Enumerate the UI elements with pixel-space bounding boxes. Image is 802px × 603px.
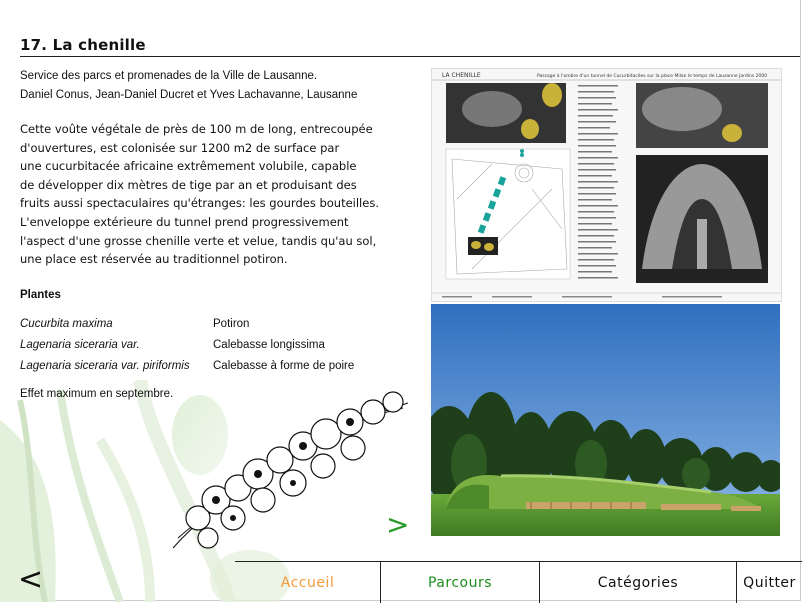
page-title: 17. La chenille (20, 36, 800, 57)
plant-row (20, 339, 420, 360)
plant-latin-name: Lagenaria siceraria var. piriformis (20, 360, 190, 372)
description-line: L'enveloppe extérieure du tunnel prend progressivement (20, 214, 349, 229)
tunnel-landscape-drawing (431, 304, 780, 536)
description-line: l'aspect d'une grosse chenille verte et velue, tandis qu'au sol, (20, 233, 377, 248)
plant-common-name: Calebasse à forme de poire (213, 360, 355, 372)
next-page-arrow[interactable]: > (386, 508, 410, 541)
plant-list (20, 318, 420, 381)
plant-latin-name: Cucurbita maxima (20, 318, 113, 330)
description-line: une cucurbitacée africaine extrêmement volubile, capable (20, 159, 357, 174)
back-arrow[interactable]: < (18, 562, 44, 597)
description-line: Cette voûte végétale de près de 100 m de long, entrecoupée (20, 122, 373, 136)
nav-accueil[interactable]: Accueil (280, 574, 335, 591)
plan-sheet-drawing (432, 69, 781, 301)
plant-row (20, 318, 420, 339)
plant-common-name: Potiron (213, 318, 250, 330)
bottom-navigation (235, 561, 802, 603)
tunnel-landscape-photo (431, 304, 780, 536)
nav-quitter[interactable]: Quitter (743, 574, 796, 591)
plant-row (20, 360, 420, 381)
plant-sketch-illustration (168, 388, 413, 553)
plant-common-name: Calebasse longissima (213, 339, 325, 351)
description-line: d'ouvertures, est colonisée sur 1200 m2 de surface par (20, 140, 340, 155)
description-line: fruits aussi spectaculaires qu'étranges: les gourdes bouteilles. (20, 196, 379, 211)
credits-organization: Service des parcs et promenades de la Ville de Lausanne. (20, 70, 318, 82)
description-line: de développer dix mètres de tige par an et produisant des (20, 177, 357, 192)
nav-categories[interactable]: Catégories (540, 562, 737, 603)
plant-latin-name: Lagenaria siceraria var. (20, 339, 140, 351)
credits-authors: Daniel Conus, Jean-Daniel Ducret et Yves Lachavanne, Lausanne (20, 89, 358, 101)
effect-note: Effet maximum en septembre. (20, 388, 174, 400)
plan-sheet-header-right: Passage à l'ombre d'un tunnel de Cucurbitacées sur la place Milan le temps de Lausanne Jardins 2000 (537, 74, 768, 79)
credits (20, 67, 420, 105)
plan-sheet-image (431, 68, 782, 302)
plan-sheet-header-left: LA CHENILLE (442, 72, 481, 79)
plants-heading: Plantes (20, 289, 61, 301)
nav-parcours[interactable]: Parcours (380, 562, 540, 603)
description (20, 120, 420, 269)
description-line: une place est réservée au traditionnel potiron. (20, 252, 288, 267)
